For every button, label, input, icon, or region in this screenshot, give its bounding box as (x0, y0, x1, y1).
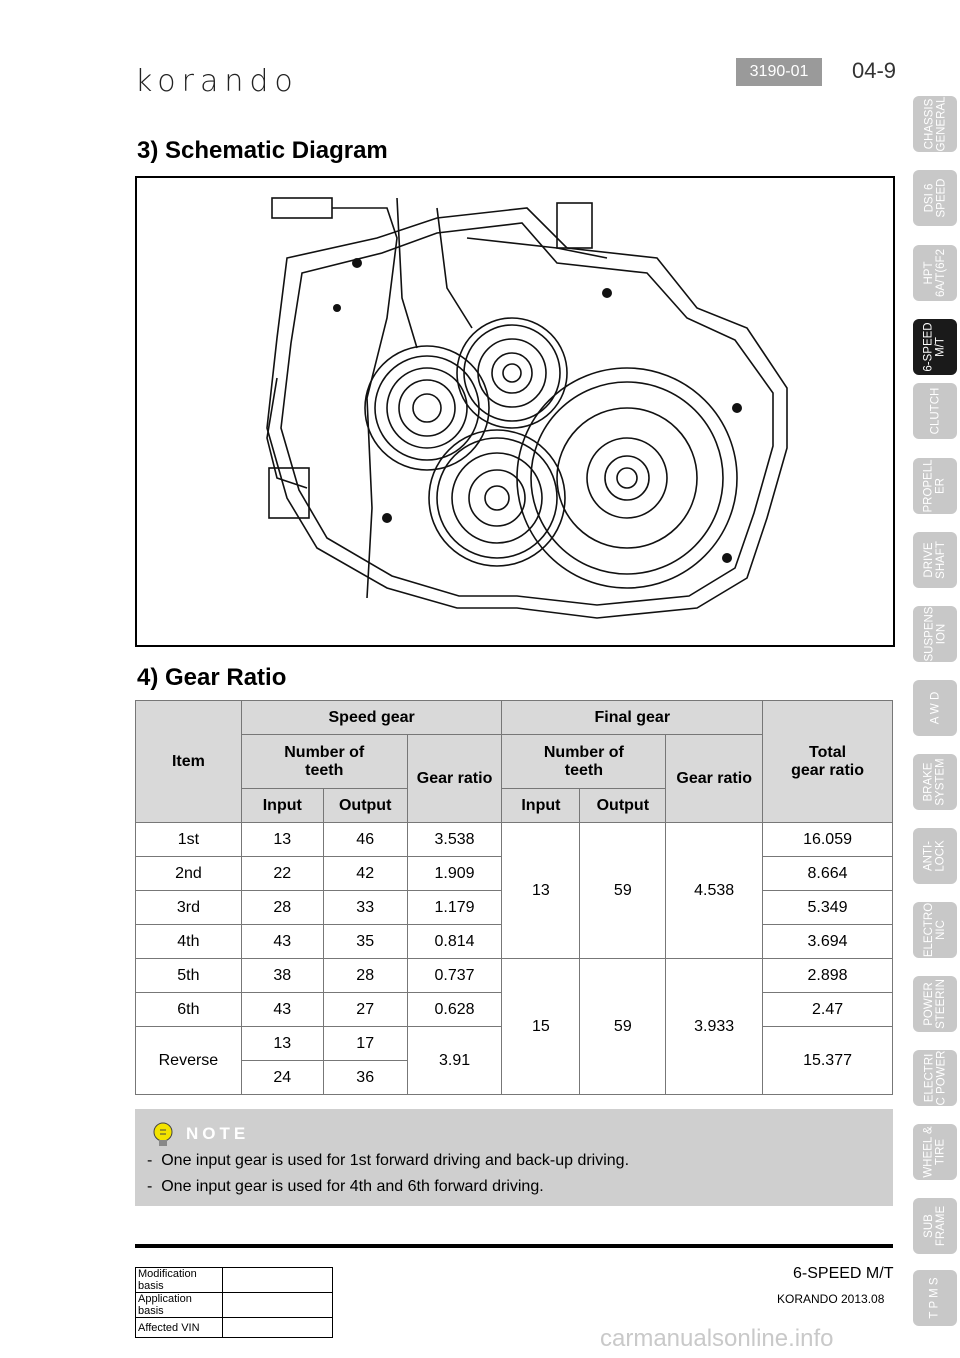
tab-suspension[interactable]: SUSPENS ION (913, 606, 957, 662)
tab-chassis-general[interactable]: CHASSIS GENERAL (913, 96, 957, 152)
tab-6speed-mt[interactable]: 6-SPEED M/T (913, 319, 957, 375)
cell-final-input: 15 (502, 959, 580, 1095)
cell-total: 16.059 (763, 823, 893, 857)
tab-anti-lock[interactable]: ANTI- LOCK (913, 828, 957, 884)
section-4-title: 4) Gear Ratio (137, 664, 287, 691)
table-row (136, 959, 893, 993)
footer-model: KORANDO 2013.08 (777, 1292, 885, 1306)
doc-code-badge: 3190-01 (736, 58, 822, 86)
cell-ratio: 0.737 (407, 959, 502, 993)
cell-ratio: 3.91 (407, 1027, 502, 1095)
cell-final-output: 59 (580, 823, 666, 959)
header-final-gear-ratio: Gear ratio (666, 735, 763, 823)
mod-value (223, 1293, 333, 1318)
header-speed-input: Input (241, 789, 323, 823)
footer-section-title: 6-SPEED M/T (793, 1265, 894, 1282)
cell-final-ratio: 3.933 (666, 959, 763, 1095)
tab-power-steering[interactable]: POWER STEERIN (913, 976, 957, 1032)
tab-wheel-tire[interactable]: WHEEL & TIRE (913, 1124, 957, 1180)
header-speed-output: Output (323, 789, 407, 823)
cell-final-input: 13 (502, 823, 580, 959)
header-speed-gear-ratio: Gear ratio (407, 735, 502, 823)
cell-input: 24 (241, 1061, 323, 1095)
cell-total: 5.349 (763, 891, 893, 925)
note-line: - One input gear is used for 1st forward driving and back-up driving. (147, 1152, 630, 1169)
mod-label: Modification basis (136, 1268, 223, 1293)
cell-ratio: 0.814 (407, 925, 502, 959)
cell-total: 2.47 (763, 993, 893, 1027)
cell-output: 33 (323, 891, 407, 925)
cell-final-output: 59 (580, 959, 666, 1095)
tab-dsi6-speed[interactable]: DSI 6 SPEED (913, 170, 957, 226)
tab-awd[interactable]: A W D (913, 680, 957, 736)
cell-total: 15.377 (763, 1027, 893, 1095)
cell-input: 13 (241, 823, 323, 857)
header-final-gear: Final gear (502, 701, 763, 735)
cell-item: 6th (136, 993, 242, 1027)
cell-final-ratio: 4.538 (666, 823, 763, 959)
cell-input: 38 (241, 959, 323, 993)
cell-item: 5th (136, 959, 242, 993)
tab-electric-power[interactable]: ELECTRI C POWER (913, 1050, 957, 1106)
mod-label: Affected VIN (136, 1318, 223, 1338)
transmission-illustration (137, 178, 893, 645)
note-title: NOTE (186, 1124, 250, 1143)
schematic-diagram-frame (135, 176, 895, 647)
cell-total: 8.664 (763, 857, 893, 891)
tab-hpt-6at[interactable]: HPT 6A/T(6F2 (913, 245, 957, 301)
cell-input: 13 (241, 1027, 323, 1061)
cell-output: 35 (323, 925, 407, 959)
cell-item: 3rd (136, 891, 242, 925)
header-speed-gear: Speed gear (241, 701, 502, 735)
cell-ratio: 1.179 (407, 891, 502, 925)
tab-brake-system[interactable]: BRAKE SYSTEM (913, 754, 957, 810)
cell-output: 36 (323, 1061, 407, 1095)
cell-item: 4th (136, 925, 242, 959)
tab-electronic[interactable]: ELECTRO NIC (913, 902, 957, 958)
header-final-number-of-teeth: Number of teeth (502, 735, 666, 789)
cell-total: 3.694 (763, 925, 893, 959)
cell-output: 28 (323, 959, 407, 993)
cell-ratio: 1.909 (407, 857, 502, 891)
mod-value (223, 1318, 333, 1338)
header-final-output: Output (580, 789, 666, 823)
section-3-title: 3) Schematic Diagram (137, 137, 388, 164)
page-number: 04-9 (852, 58, 897, 83)
note-line: - One input gear is used for 4th and 6th forward driving. (147, 1178, 544, 1195)
header-final-input: Input (502, 789, 580, 823)
cell-output: 27 (323, 993, 407, 1027)
footer-rule (135, 1244, 893, 1248)
cell-ratio: 0.628 (407, 993, 502, 1027)
cell-output: 17 (323, 1027, 407, 1061)
tab-propeller[interactable]: PROPELL ER (913, 458, 957, 514)
mod-value (223, 1268, 333, 1293)
header-item: Item (136, 701, 242, 823)
cell-input: 43 (241, 993, 323, 1027)
cell-output: 42 (323, 857, 407, 891)
cell-ratio: 3.538 (407, 823, 502, 857)
modification-table (135, 1267, 333, 1338)
lightbulb-icon (148, 1120, 178, 1155)
watermark: carmanualsonline.info (600, 1325, 834, 1352)
header-total-gear-ratio: Total gear ratio (763, 701, 893, 823)
cell-item: Reverse (136, 1027, 242, 1095)
tab-sub-frame[interactable]: SUB FRAME (913, 1198, 957, 1254)
mod-label: Application basis (136, 1293, 223, 1318)
tab-tpms[interactable]: T P M S (913, 1270, 957, 1326)
gear-ratio-table (135, 700, 893, 1095)
cell-total: 2.898 (763, 959, 893, 993)
tab-drive-shaft[interactable]: DRIVE SHAFT (913, 532, 957, 588)
cell-input: 43 (241, 925, 323, 959)
cell-item: 2nd (136, 857, 242, 891)
table-row (136, 823, 893, 857)
cell-item: 1st (136, 823, 242, 857)
header-speed-number-of-teeth: Number of teeth (241, 735, 407, 789)
tab-clutch[interactable]: CLUTCH (913, 383, 957, 439)
cell-input: 22 (241, 857, 323, 891)
brand-logo: korando (135, 64, 299, 99)
cell-output: 46 (323, 823, 407, 857)
cell-input: 28 (241, 891, 323, 925)
